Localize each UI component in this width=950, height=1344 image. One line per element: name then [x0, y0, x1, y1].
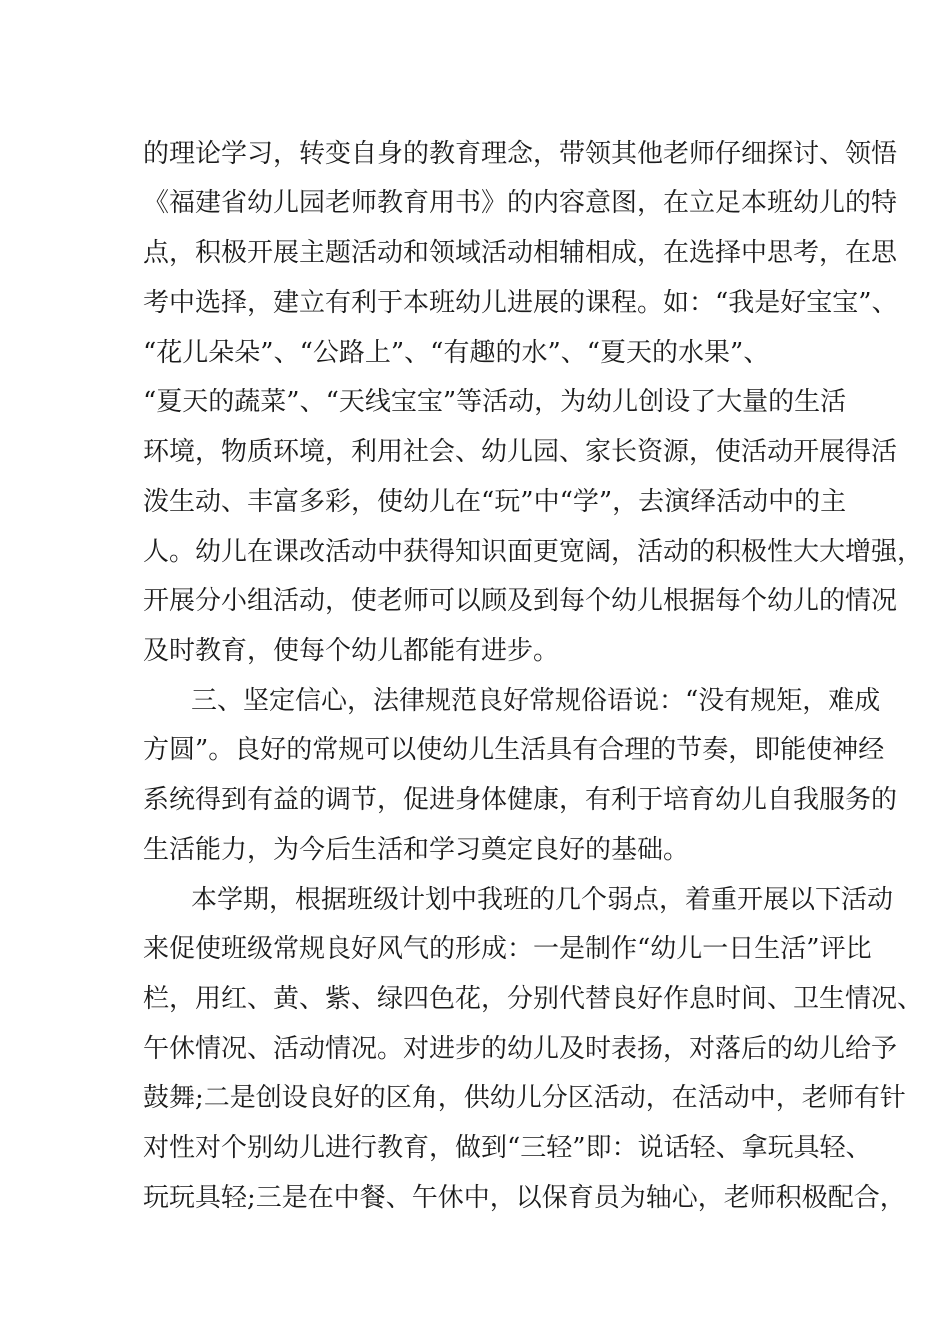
text-line: 点，积极开展主题活动和领域活动相辅相成，在选择中思考，在思 — [143, 238, 898, 268]
text-line: 玩玩具轻;三是在中餐、午休中，以保育员为轴心，老师积极配合， — [143, 1183, 906, 1213]
text-line: 栏，用红、黄、紫、绿四色花，分别代替良好作息时间、卫生情况、 — [143, 984, 924, 1014]
text-line: 环境，物质环境，利用社会、幼儿园、家长资源，使活动开展得活 — [143, 437, 898, 467]
text-line: 系统得到有益的调节，促进身体健康，有利于培育幼儿自我服务的 — [143, 785, 898, 815]
text-line: 《福建省幼儿园老师教育用书》的内容意图，在立足本班幼儿的特 — [143, 188, 898, 218]
text-line: “花儿朵朵”、“公路上”、“有趣的水”、“夏天的水果”、 — [143, 338, 770, 368]
text-line: 及时教育，使每个幼儿都能有进步。 — [143, 636, 560, 666]
text-line: 来促使班级常规良好风气的形成：一是制作“幼儿一日生活”评比 — [143, 934, 872, 964]
text-line: 人。幼儿在课改活动中获得知识面更宽阔，活动的积极性大大增强， — [143, 537, 924, 567]
text-line: 对性对个别幼儿进行教育，做到“三轻”即：说话轻、拿玩具轻、 — [143, 1133, 872, 1163]
text-line: 鼓舞;二是创设良好的区角，供幼儿分区活动，在活动中，老师有针 — [143, 1083, 906, 1113]
text-line: 的理论学习，转变自身的教育理念，带领其他老师仔细探讨、领悟 — [143, 139, 898, 169]
text-line: 开展分小组活动，使老师可以顾及到每个幼儿根据每个幼儿的情况 — [143, 586, 898, 616]
paragraph-first-line: 本学期，根据班级计划中我班的几个弱点，着重开展以下活动 — [191, 885, 894, 915]
text-line: 泼生动、丰富多彩，使幼儿在“玩”中“学”，去演绎活动中的主 — [143, 487, 847, 517]
text-line: 午休情况、活动情况。对进步的幼儿及时表扬，对落后的幼儿给予 — [143, 1034, 898, 1064]
text-line: 生活能力，为今后生活和学习奠定良好的基础。 — [143, 835, 690, 865]
paragraph-first-line: 三、坚定信心，法律规范良好常规俗语说：“没有规矩，难成 — [191, 686, 881, 716]
text-line: 考中选择，建立有利于本班幼儿进展的课程。如：“我是好宝宝”、 — [143, 288, 898, 318]
text-line: “夏天的蔬菜”、“天线宝宝”等活动，为幼儿创设了大量的生活 — [143, 387, 847, 417]
text-line: 方圆”。良好的常规可以使幼儿生活具有合理的节奏，即能使神经 — [143, 735, 885, 765]
